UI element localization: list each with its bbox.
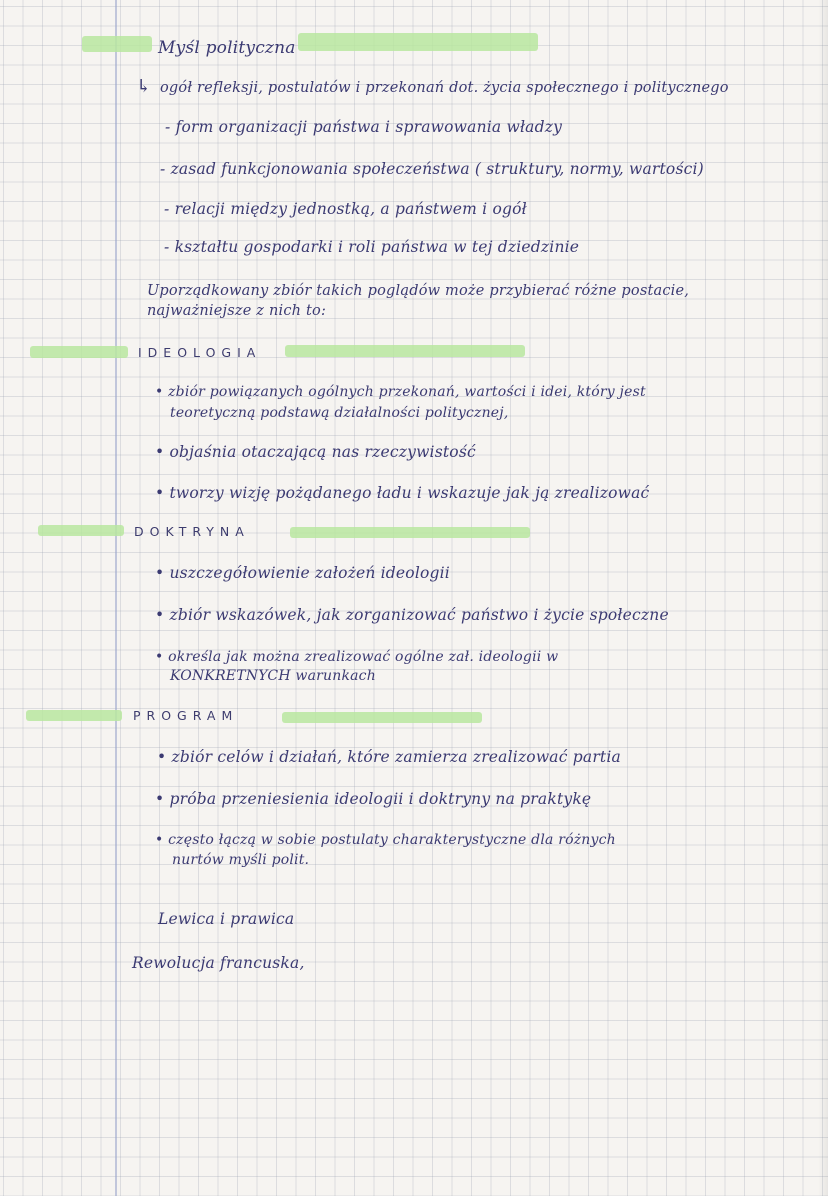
program-highlight-left xyxy=(26,710,122,721)
ideologia-bullet-3: • tworzy wizję pożądanego ładu i wskazuje jak ją zrealizować xyxy=(155,484,650,502)
doktryna-highlight-left xyxy=(38,525,124,536)
section-heading-ideologia: IDEOLOGIA xyxy=(138,345,262,360)
section-heading-doktryna: DOKTRYNA xyxy=(134,524,250,539)
page-edge-shadow xyxy=(818,0,828,1196)
ideologia-bullet-2: • objaśnia otaczającą nas rzeczywistość xyxy=(155,443,476,461)
program-bullet-3-line-1: • często łączą w sobie postulaty charakterystyczne dla różnych xyxy=(155,832,616,848)
definition-arrow: ↳ xyxy=(136,76,152,97)
intro-point-3: - relacji między jednostką, a państwem i ogół xyxy=(164,200,527,218)
program-bullet-1: • zbiór celów i działań, które zamierza zrealizować partia xyxy=(157,748,621,766)
ideologia-bullet-1-line-2: teoretyczną podstawą działalności politycznej, xyxy=(170,405,509,421)
definition-text: ogół refleksji, postulatów i przekonań dot. życia społecznego i politycznego xyxy=(160,80,729,96)
margin-line xyxy=(115,0,117,1196)
revolution-note: Rewolucja francuska, xyxy=(132,954,305,972)
intro-point-1: - form organizacji państwa i sprawowania władzy xyxy=(165,118,563,136)
intro-summary-line-1: Uporządkowany zbiór takich poglądów może przybierać różne postacie, xyxy=(147,283,690,299)
intro-summary-line-2: najważniejsze z nich to: xyxy=(147,303,327,319)
doktryna-bullet-1: • uszczegółowienie założeń ideologii xyxy=(155,564,450,582)
program-highlight-right xyxy=(282,712,482,723)
title-highlight-right xyxy=(298,33,538,51)
intro-point-2: - zasad funkcjonowania społeczeństwa ( struktury, normy, wartości) xyxy=(160,160,704,178)
section-heading-program: PROGRAM xyxy=(133,708,239,723)
intro-point-4: - kształtu gospodarki i roli państwa w tej dziedzinie xyxy=(164,238,580,256)
doktryna-bullet-3-line-1: • określa jak można zrealizować ogólne zał. ideologii w xyxy=(155,649,559,665)
program-bullet-2: • próba przeniesienia ideologii i doktryny na praktykę xyxy=(155,790,592,808)
ideologia-highlight-right xyxy=(285,345,525,357)
doktryna-highlight-right xyxy=(290,527,530,538)
program-bullet-3-line-2: nurtów myśli polit. xyxy=(172,852,310,868)
ideologia-bullet-1-line-1: • zbiór powiązanych ogólnych przekonań, wartości i idei, który jest xyxy=(155,384,646,400)
doktryna-bullet-2: • zbiór wskazówek, jak zorganizować państwo i życie społeczne xyxy=(155,606,669,624)
title-highlight-left xyxy=(82,36,152,52)
ideologia-highlight-left xyxy=(30,346,128,358)
page-title: Myśl polityczna xyxy=(158,38,296,58)
doktryna-bullet-3-line-2: KONKRETNYCH warunkach xyxy=(170,668,376,684)
left-right-note: Lewica i prawica xyxy=(158,910,295,928)
